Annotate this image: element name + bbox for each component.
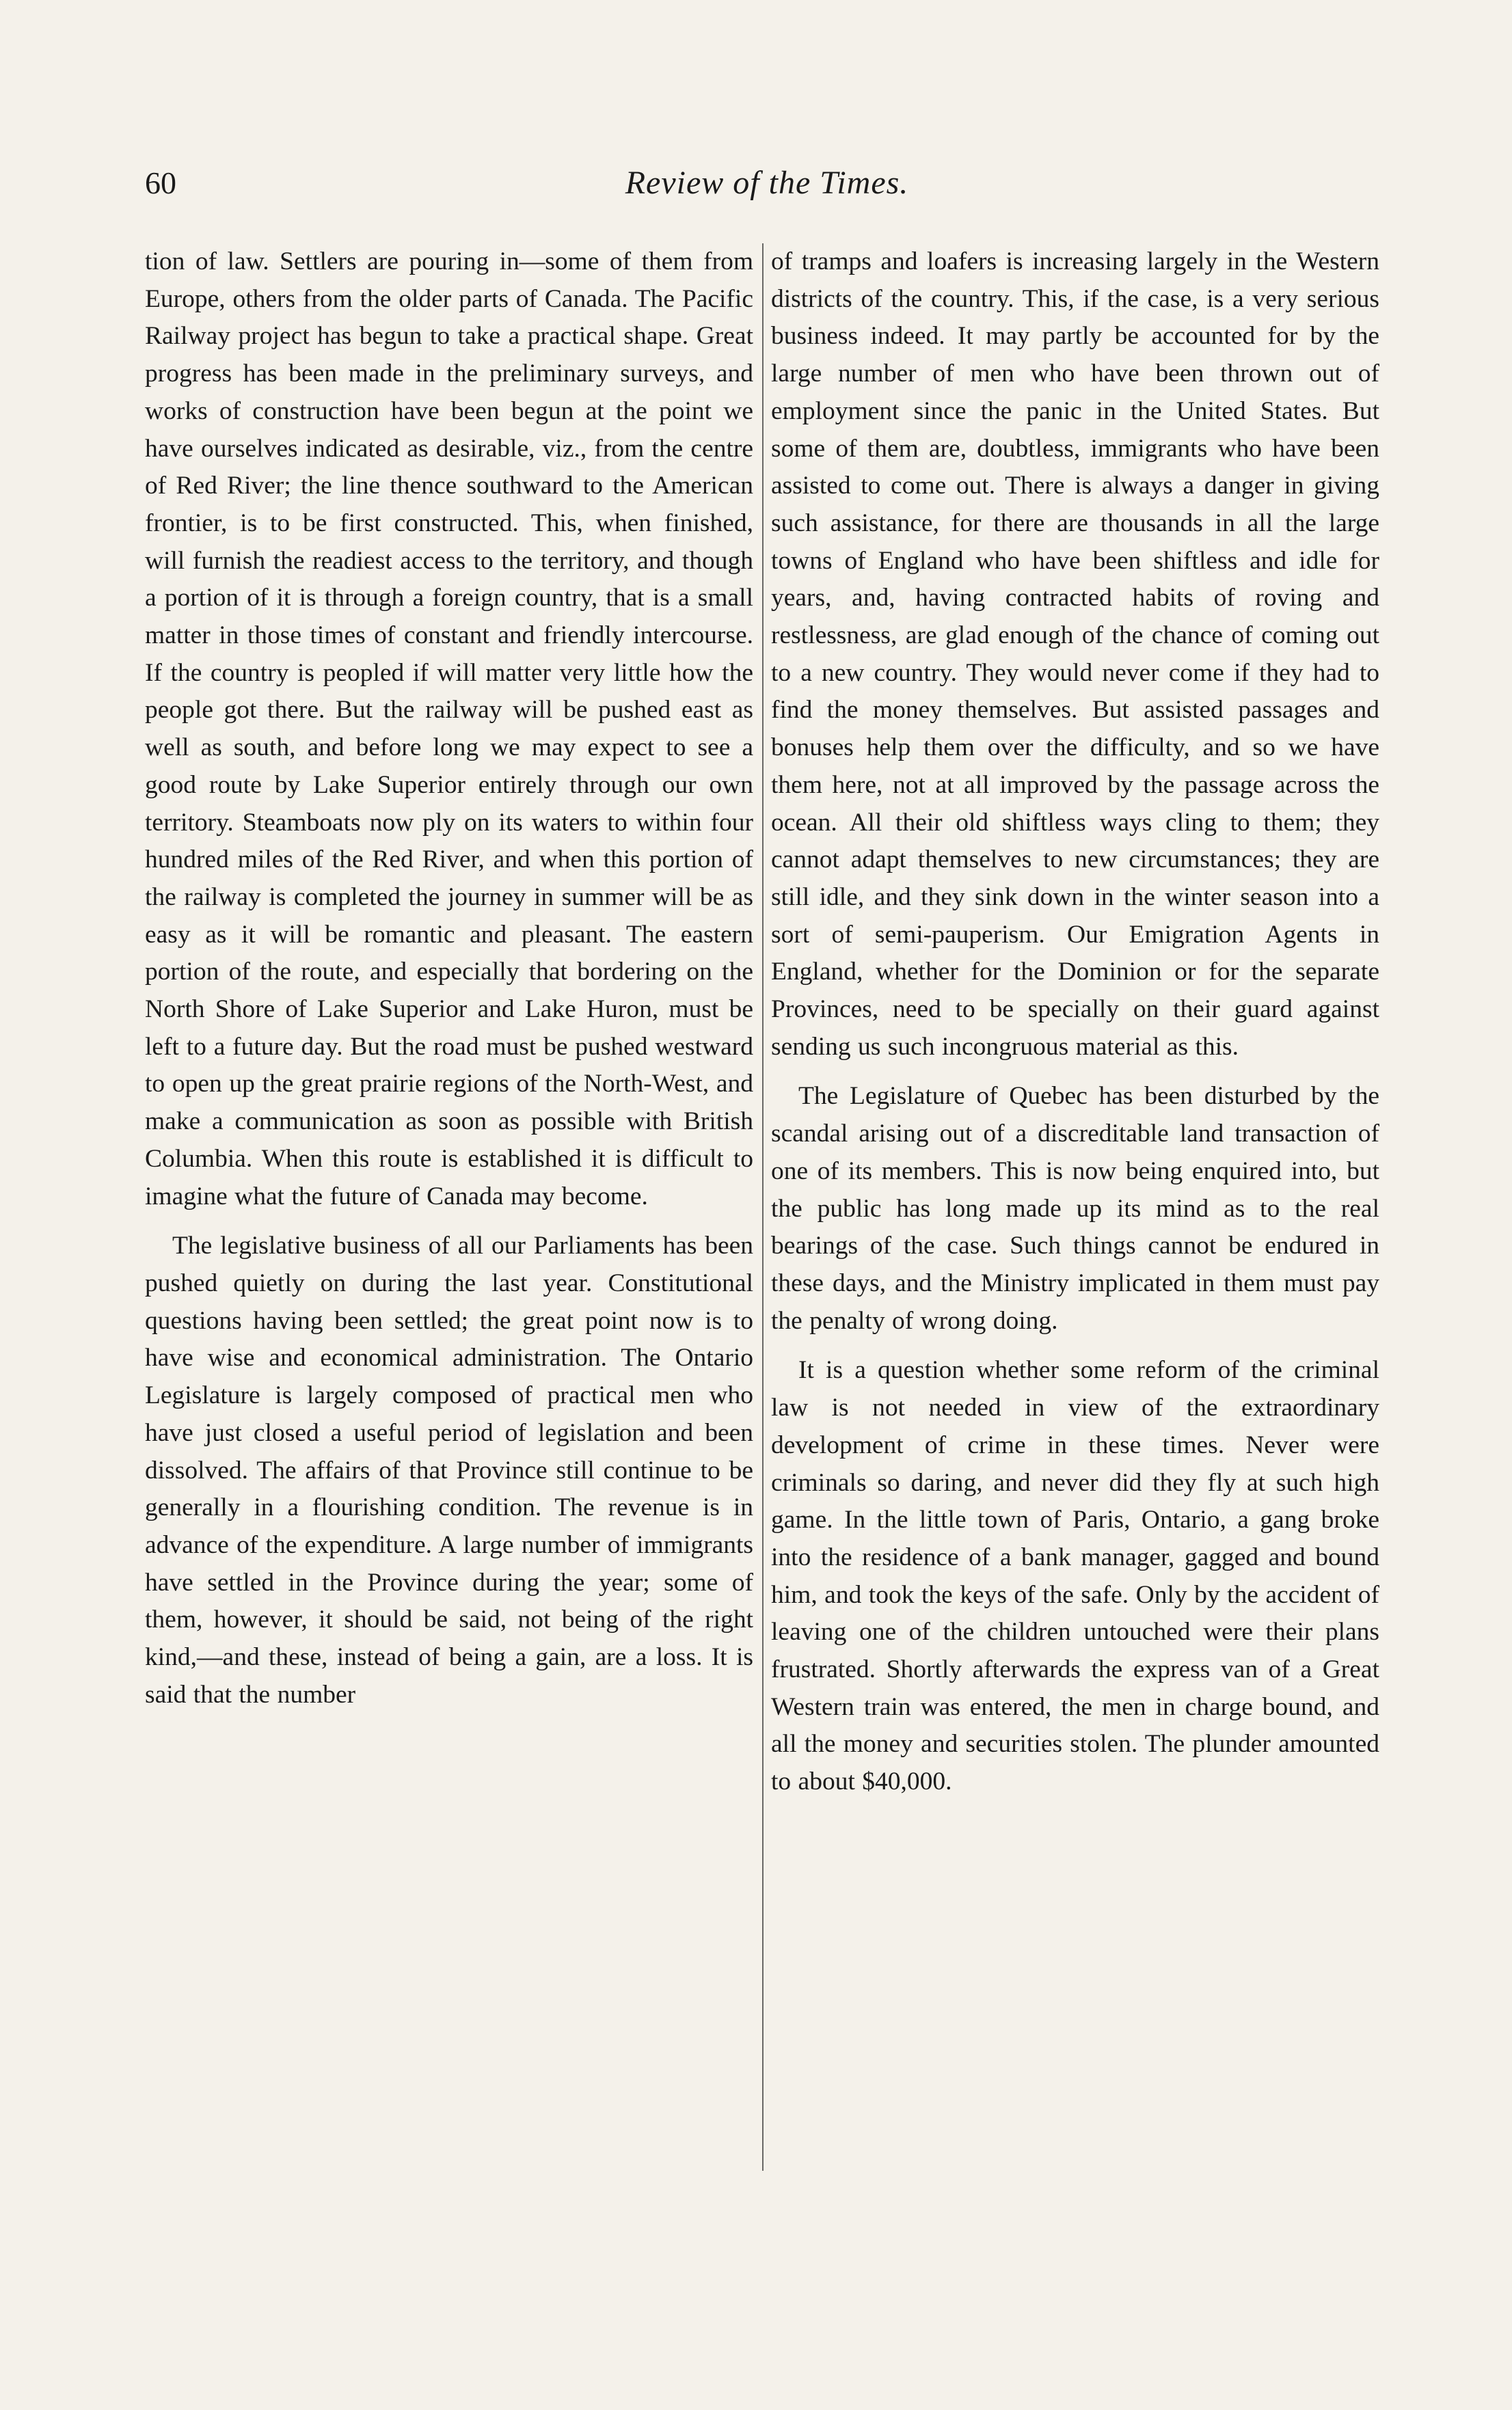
running-title: Review of the Times. xyxy=(625,165,909,201)
left-paragraph-2: The legislative business of all our Parliaments has been pushed quietly on during the last year. Constitutional questions having been settled; the great point now is to have wise and economical administration. The Ontario Legislature is largely composed of practical men who have just closed a useful period of legislation and been dissolved. The affairs of that Province still continue to be generally in a flourishing condition. The revenue is in advance of the expenditure. A large number of immigrants have settled in the Province during the year; some of them, however, it should be said, not being of the right kind,—and these, instead of being a gain, are a loss. It is said that the number xyxy=(145,1232,753,1709)
left-column xyxy=(145,243,753,1714)
page-number: 60 xyxy=(145,165,176,200)
right-paragraph-1: of tramps and loafers is increasing largely in the Western districts of the country. This, if the case, is a very serious business indeed. It may partly be accounted for by the large number of men who have been thrown out of employment since the panic in the United States. But some of them are, doubtless, immigrants who have been assisted to come out. There is always a danger in giving such assistance, for there are thousands in all the large towns of England who have been shiftless and idle for years, and, having contracted habits of roving and restlessness, are glad enough of the chance of coming out to a new country. They would never come if they had to find the money themselves. But assisted passages and bonuses help them over the difficulty, and so we have them here, not at all improved by the passage across the ocean. All their old shiftless ways cling to them; they cannot adapt themselves to new circumstances; they are still idle, and they sink down in the winter season into a sort of semi-pauperism. Our Emigration Agents in England, whether for the Dominion or for the separate Provinces, need to be specially on their guard against sending us such incongruous material as this. xyxy=(771,247,1379,1061)
column-divider xyxy=(762,243,764,2171)
left-paragraph-1: tion of law. Settlers are pouring in—some of them from Europe, others from the older parts of Canada. The Pacific Railway project has begun to take a practical shape. Great progress has been made in the preliminary surveys, and works of construction have been begun at the point we have ourselves indicated as desirable, viz., from the centre of Red River; the line thence southward to the American frontier, is to be first constructed. This, when finished, will furnish the readiest access to the territory, and though a portion of it is through a foreign country, that is a small matter in those times of constant and friendly intercourse. If the country is peopled if will matter very little how the people got there. But the railway will be pushed east as well as south, and before long we may expect to see a good route by Lake Superior entirely through our own territory. Steamboats now ply on its waters to within four hundred miles of the Red River, and when this portion of the railway is completed the journey in summer will be as easy as it will be romantic and pleasant. The eastern portion of the route, and especially that bordering on the North Shore of Lake Superior and Lake Huron, must be left to a future day. But the road must be pushed westward to open up the great prairie regions of the North-West, and make a communication as soon as possible with British Columbia. When this route is established it is difficult to imagine what the future of Canada may become. xyxy=(145,247,753,1210)
page-header xyxy=(145,156,1389,211)
right-paragraph-3: It is a question whether some reform of the criminal law is not needed in view of the extraordinary development of crime in these times. Never were criminals so daring, and never did they fly at such high game. In the little town of Paris, Ontario, a gang broke into the residence of a bank manager, gagged and bound him, and took the keys of the safe. Only by the accident of leaving one of the children untouched were their plans frustrated. Shortly afterwards the express van of a Great Western train was entered, the men in charge bound, and all the money and securities stolen. The plunder amounted to about $40,000. xyxy=(771,1356,1379,1796)
right-paragraph-2: The Legislature of Quebec has been disturbed by the scandal arising out of a discreditable land transaction of one of its members. This is now being enquired into, but the public has long made up its mind as to the real bearings of the case. Such things cannot be endured in these days, and the Ministry implicated in them must pay the penalty of wrong doing. xyxy=(771,1082,1379,1335)
right-column xyxy=(771,243,1379,1801)
